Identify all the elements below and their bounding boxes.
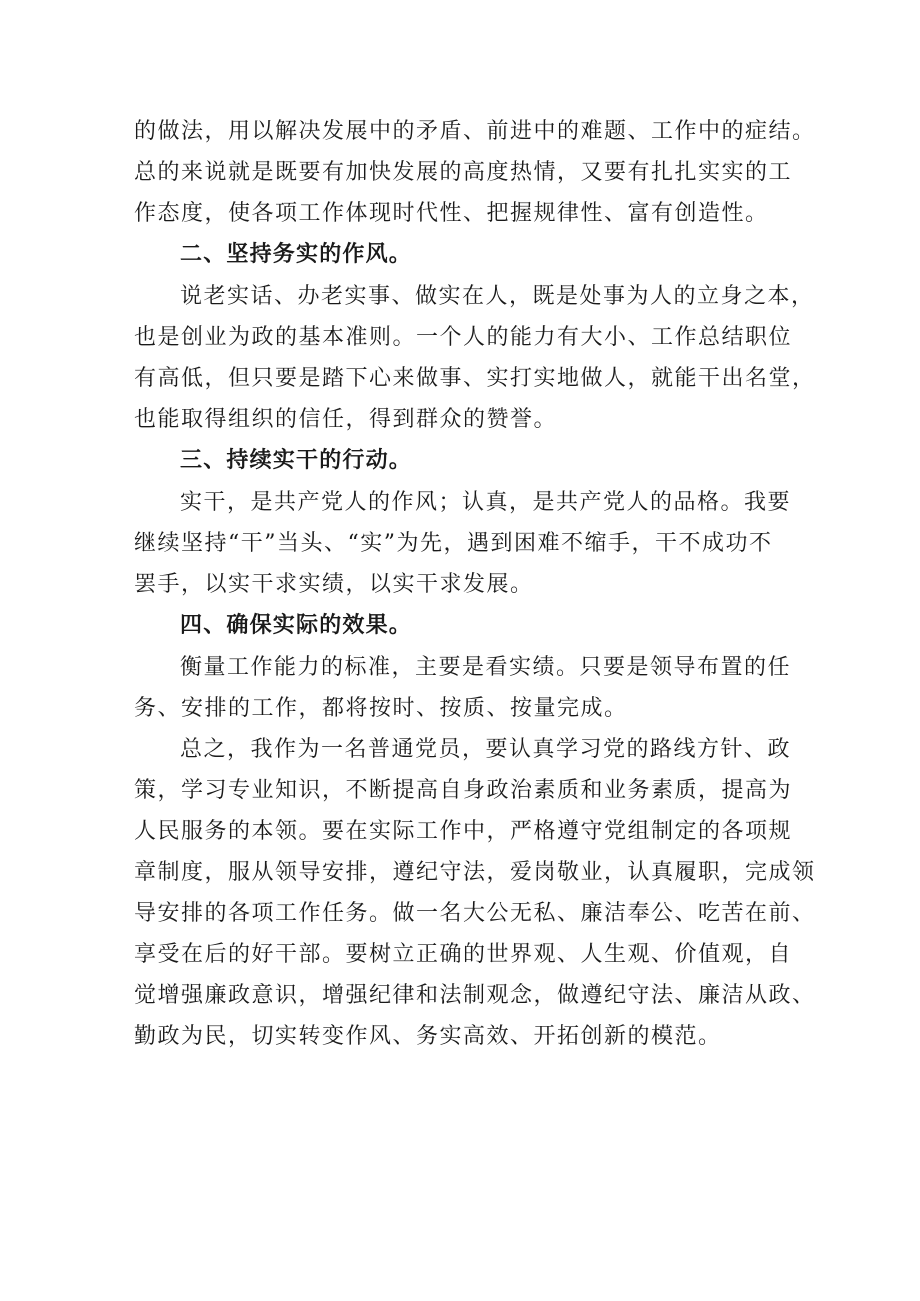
text-line: 务、安排的工作，都将按时、按质、按量完成。 — [134, 696, 628, 721]
text-line: 说老实话、办老实事、做实在人，既是处事为人的立身之本， — [180, 284, 815, 309]
document-body — [134, 111, 816, 1057]
text-line: 总的来说就是既要有加快发展的高度热情，又要有扎扎实实的工 — [134, 160, 793, 185]
text-line: 继续坚持“干”当头、“实”为先，遇到困难不缩手，干不成功不 — [134, 531, 773, 556]
text-line: 作态度，使各项工作体现时代性、把握规律性、富有创造性。 — [134, 201, 769, 226]
text-line: 勤政为民，切实转变作风、务实高效、开拓创新的模范。 — [134, 1024, 722, 1049]
section-heading: 三、持续实干的行动。 — [180, 448, 413, 473]
text-line: 也能取得组织的信任，得到群众的赞誉。 — [134, 407, 558, 432]
text-line: 策，学习专业知识，不断提高自身政治素质和业务素质，提高为 — [134, 778, 793, 803]
text-line: 觉增强廉政意识，增强纪律和法制观念，做遵纪守法、廉洁从政、 — [134, 983, 816, 1008]
text-line: 罢手，以实干求实绩，以实干求发展。 — [134, 572, 534, 597]
text-line: 实干，是共产党人的作风；认真，是共产党人的品格。我要 — [180, 490, 792, 515]
text-line: 的做法，用以解决发展中的矛盾、前进中的难题、工作中的症结。 — [134, 119, 816, 144]
text-line: 人民服务的本领。要在实际工作中，严格遵守党组制定的各项规 — [134, 819, 793, 844]
section-heading: 二、坚持务实的作风。 — [180, 242, 413, 267]
text-line: 总之，我作为一名普通党员，要认真学习党的路线方针、政 — [180, 737, 792, 762]
section-heading: 四、确保实际的效果。 — [180, 613, 413, 638]
text-line: 有高低，但只要是踏下心来做事、实打实地做人，就能干出名堂， — [134, 366, 816, 391]
text-line: 衡量工作能力的标准，主要是看实绩。只要是领导布置的任 — [180, 655, 792, 680]
text-line: 导安排的各项工作任务。做一名大公无私、廉洁奉公、吃苦在前、 — [134, 901, 816, 926]
text-line: 也是创业为政的基本准则。一个人的能力有大小、工作总结职位 — [134, 325, 793, 350]
text-line: 享受在后的好干部。要树立正确的世界观、人生观、价值观，自 — [134, 942, 793, 967]
text-line: 章制度，服从领导安排，遵纪守法，爱岗敬业，认真履职，完成领 — [134, 860, 816, 885]
